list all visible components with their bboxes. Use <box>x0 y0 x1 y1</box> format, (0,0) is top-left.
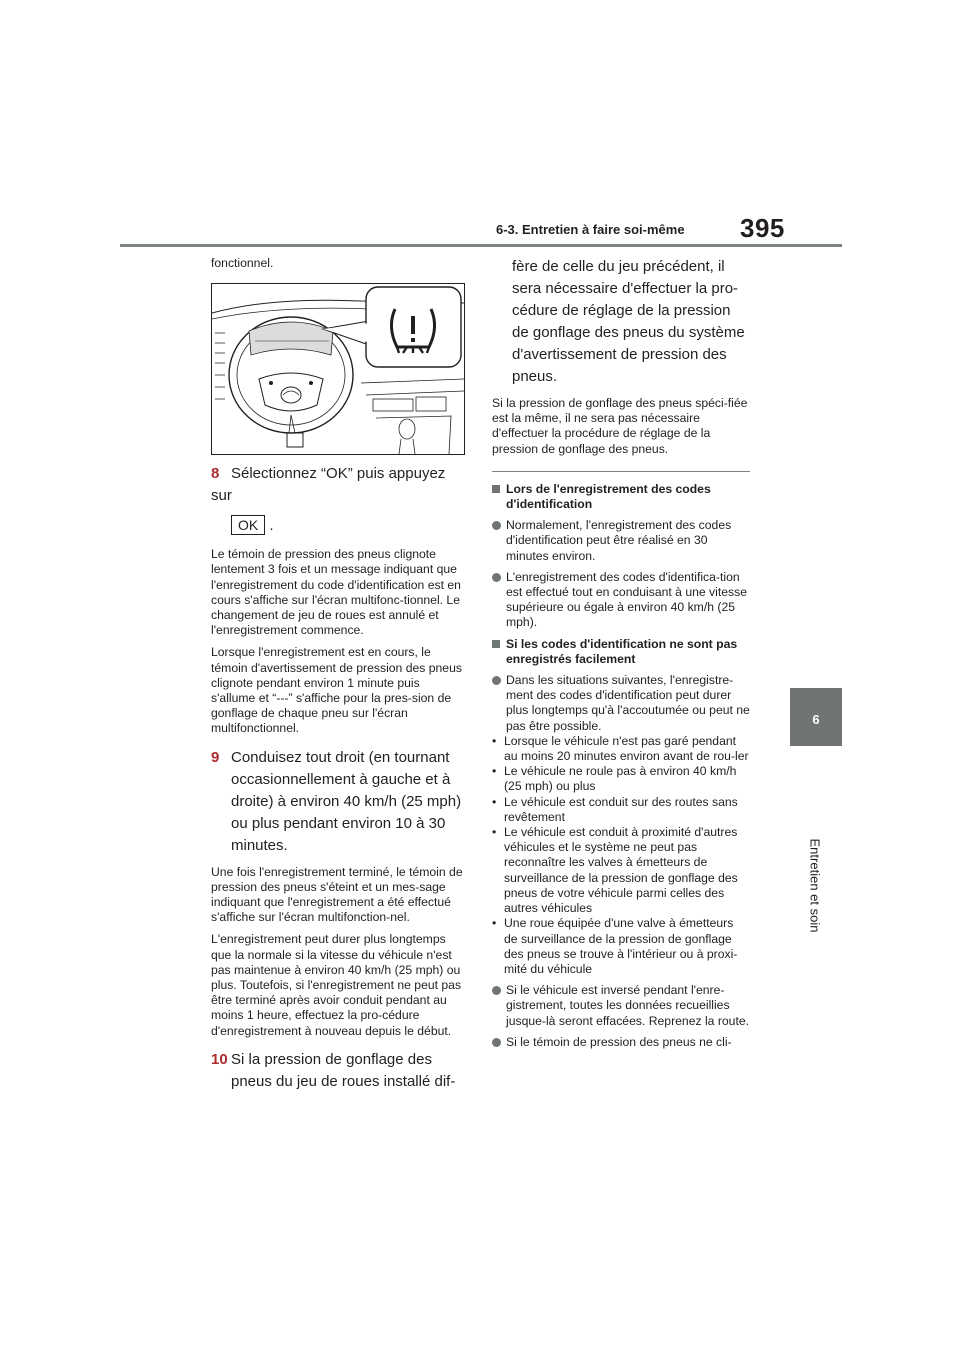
step-10-rest: pneus du jeu de roues installé dif- <box>231 1072 456 1090</box>
sub-item-text: Le véhicule est conduit à proximité d'autres véhicules et le système ne peut pas reconnaître les valves à émetteurs de surveillance de la pression de gonflage des pneus de votre véhicule parmi celles des autres véhicules <box>504 825 738 916</box>
paragraph-2: Lorsque l'enregistrement est en cours, le témoin d'avertissement de pression des pneus clignote pendant environ 1 minute puis s'allume et “---” s'affiche pour la pres-sion de gonflage de chaque pneu sur l'écran multifonctionnel. <box>211 645 462 736</box>
sub-item-text: Lorsque le véhicule n'est pas garé pendant au moins 20 minutes environ avant de rou-ler <box>504 733 749 764</box>
chapter-number: 6 <box>812 712 820 727</box>
bullet-2 <box>492 570 750 631</box>
sub-marker: • <box>492 733 497 748</box>
heading-not-registered <box>492 637 750 667</box>
left-column <box>211 256 465 1093</box>
right-paragraph-1: Si la pression de gonflage des pneus spéci-fiée est la même, il ne sera pas nécessaire d'effectuer la procédure de réglage de la pression de gonflage des pneus. <box>492 396 748 456</box>
bullet-4-text: Si le véhicule est inversé pendant l'enre-gistrement, toutes les données recueillies jusque-là seront effacées. Reprenez la route. <box>506 983 749 1028</box>
paragraph-3: Une fois l'enregistrement terminé, le témoin de pression des pneus s'éteint et un mes-sage indiquant que l'enregistrement a été effectué s'affiche sur l'écran multifonction-nel. <box>211 864 463 925</box>
heading-registration <box>492 482 750 512</box>
step-10 <box>211 1049 465 1071</box>
page-number: 395 <box>740 213 785 243</box>
list-item <box>492 916 750 977</box>
step-8 <box>211 463 465 507</box>
bullet-2-text: L'enregistrement des codes d'identifica-tion est effectué tout en conduisant à une vitesse supérieure ou égale à environ 40 km/h (25 mph). <box>506 569 747 630</box>
bullet-3-text: Dans les situations suivantes, l'enregistre-ment des codes d'identification peut durer plus longtemps qu'à l'accoutumée ou peut ne pas être possible. <box>506 673 750 733</box>
bullet-4 <box>492 983 750 1029</box>
steering-wheel-diagram <box>211 283 465 455</box>
bullet-5 <box>492 1035 750 1050</box>
bullet-dot-icon <box>492 521 501 530</box>
sub-item-text: Une roue équipée d'une valve à émetteurs de surveillance de la pression de gonflage des pneus se trouve à l'intérieur ou à proxi-mité du véhicule <box>504 916 738 976</box>
step-10-continued: fère de celle du jeu précédent, il sera nécessaire d'effectuer la pro-cédure de réglage de la pression de gonflage des pneus du système d'avertissement de pression des pneus. <box>512 258 745 385</box>
step-8-text: Sélectionnez “OK” puis appuyez sur <box>211 465 446 505</box>
sub-marker: • <box>492 764 497 779</box>
header-rule <box>120 244 842 247</box>
section-divider <box>492 471 750 472</box>
step-9-rest: occasionnellement à gauche et à droite) à environ 40 km/h (25 mph) ou plus pendant environ 10 à 30 minutes. <box>231 770 462 854</box>
sub-item-text: Le véhicule ne roule pas à environ 40 km/h (25 mph) ou plus <box>504 764 737 794</box>
step-9-number: 9 <box>211 748 220 766</box>
step-8-tail: . <box>269 517 274 535</box>
sub-marker: • <box>492 916 497 931</box>
dashboard-illustration <box>211 283 465 455</box>
square-marker-icon <box>492 485 500 493</box>
square-marker-icon <box>492 640 500 648</box>
right-column <box>492 256 750 1056</box>
ok-button: OK <box>231 515 265 535</box>
sub-marker: • <box>492 794 497 809</box>
step-10-number: 10 <box>211 1050 228 1068</box>
list-item <box>492 764 750 794</box>
list-item <box>492 795 750 825</box>
bullet-1 <box>492 518 750 564</box>
heading-registration-text: Lors de l'enregistrement des codes d'identification <box>506 481 711 512</box>
list-item <box>492 825 750 916</box>
step-8-button-line <box>211 515 465 537</box>
step-9 <box>211 747 465 769</box>
sub-list <box>492 734 750 977</box>
step-10-line1: Si la pression de gonflage des <box>231 1050 432 1068</box>
step-8-number: 8 <box>211 465 220 483</box>
step-9-line1: Conduisez tout droit (en tournant <box>231 748 450 766</box>
section-title: 6-3. Entretien à faire soi-même <box>496 222 685 237</box>
paragraph-4: L'enregistrement peut durer plus longtemps que la normale si la vitesse du véhicule n'est pas maintenue à environ 40 km/h (25 mph) ou plus. Toutefois, si l'enregistrement ne peut pas être terminé après avoir conduit pendant au moins 1 heure, effectuez la pro-cédure d'enregistrement à nouveau depuis le début. <box>211 932 462 1038</box>
chapter-label: Entretien et soin <box>807 838 823 933</box>
bullet-dot-icon <box>492 573 501 582</box>
sub-item-text: Le véhicule est conduit sur des routes sans revêtement <box>504 794 738 824</box>
bullet-dot-icon <box>492 986 501 995</box>
bullet-dot-icon <box>492 676 501 685</box>
intro-text: fonctionnel. <box>211 256 274 270</box>
paragraph-1: Le témoin de pression des pneus clignote lentement 3 fois et un message indiquant que l'enregistrement du code d'identification est en cours s'affiche sur l'écran multifonc-tionnel. Le changement de jeu de roues est annulé et l'enregistrement commence. <box>211 547 461 638</box>
bullet-3 <box>492 673 750 734</box>
bullet-dot-icon <box>492 1038 501 1047</box>
bullet-5-text: Si le témoin de pression des pneus ne cli- <box>506 1034 732 1049</box>
sub-marker: • <box>492 825 497 840</box>
bullet-1-text: Normalement, l'enregistrement des codes d'identification peut être réalisé en 30 minutes environ. <box>506 518 732 563</box>
heading-not-registered-text: Si les codes d'identification ne sont pas enregistrés facilement <box>506 636 738 666</box>
list-item <box>492 734 750 764</box>
